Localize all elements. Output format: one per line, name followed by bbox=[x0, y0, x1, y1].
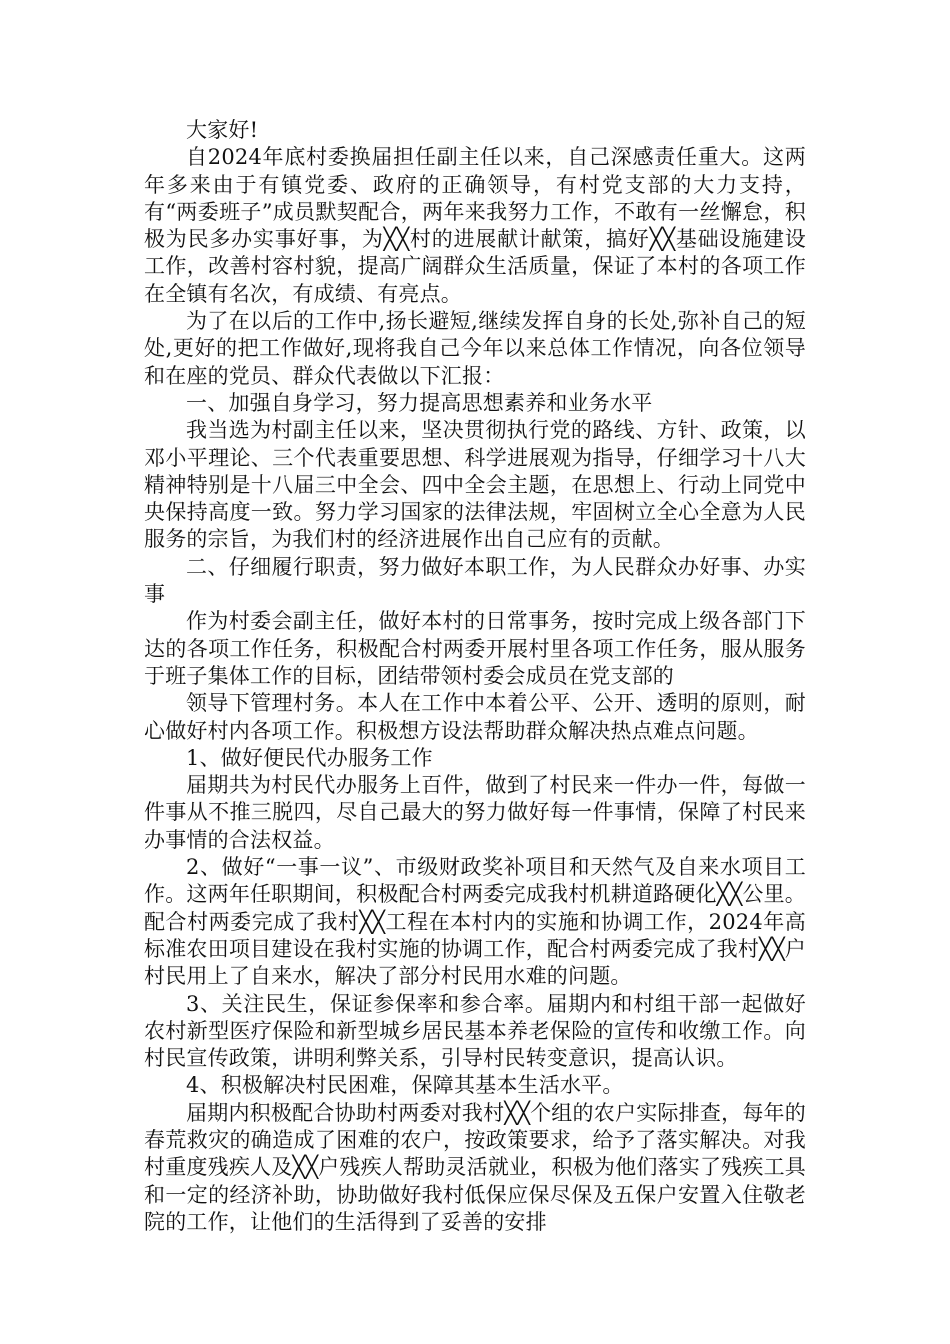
paragraph: 领导下管理村务。本人在工作中本着公平、公开、透明的原则，耐心做好村内各项工作。积极想方设法帮助群众解决热点难点问题。 bbox=[144, 691, 806, 743]
paragraph: 2、做好“一事一议”、市级财政奖补项目和天然气及自来水项目工作。这两年任职期间，积极配合村两委完成我村机耕道路硬化╳╳公里。配合村两委完成了我村╳╳工程在本村内的实施和协调工作，2024年高标准农田项目建设在我村实施的协调工作，配合村两委完成了我村╳╳户村民用上了自来水，解决了部分村民用水难的问题。 bbox=[144, 855, 806, 989]
paragraph: 作为村委会副主任，做好本村的日常事务，按时完成上级各部门下达的各项工作任务，积极配合村两委开展村里各项工作任务，服从服务于班子集体工作的目标，团结带领村委会成员在党支部的 bbox=[144, 609, 806, 688]
paragraph: 我当选为村副主任以来，坚决贯彻执行党的路线、方针、政策，以邓小平理论、三个代表重要思想、科学进展观为指导，仔细学习十八大精神特别是十八届三中全会、四中全会主题，在思想上、行动上同党中央保持高度一致。努力学习国家的法律法规，牢固树立全心全意为人民服务的宗旨，为我们村的经济进展作出自己应有的贡献。 bbox=[144, 418, 806, 552]
section-heading: 二、仔细履行职责，努力做好本职工作，为人民群众办好事、办实事 bbox=[144, 554, 806, 607]
greeting: 大家好! bbox=[186, 118, 259, 142]
document-body bbox=[144, 117, 806, 1236]
paragraph: 为了在以后的工作中,扬长避短,继续发挥自身的长处,弥补自己的短处,更好的把工作做好,现将我自己今年以来总体工作情况，向各位领导和在座的党员、群众代表做以下汇报： bbox=[144, 309, 806, 388]
paragraph: 自2024年底村委换届担任副主任以来，自己深感责任重大。这两年多来由于有镇党委、政府的正确领导，有村党支部的大力支持，有“两委班子”成员默契配合，两年来我努力工作，不敢有一丝懈怠，积极为民多办实事好事，为╳╳村的进展献计献策，搞好╳╳基础设施建设工作，改善村容村貌，提高广阔群众生活质量，保证了本村的各项工作在全镇有名次，有成绩、有亮点。 bbox=[144, 145, 806, 306]
section-heading: 一、加强自身学习，努力提高思想素养和业务水平 bbox=[186, 390, 653, 415]
paragraph: 届期共为村民代办服务上百件，做到了村民来一件办一件，每做一件事从不推三脱四，尽自己最大的努力做好每一件事情，保障了村民来办事情的合法权益。 bbox=[144, 773, 806, 852]
paragraph: 3、关注民生，保证参保率和参合率。届期内和村组干部一起做好农村新型医疗保险和新型城乡居民基本养老保险的宣传和收缴工作。向村民宣传政策，讲明利弊关系，引导村民转变意识，提高认识。 bbox=[144, 991, 806, 1071]
subsection-heading: 1、做好便民代办服务工作 bbox=[186, 745, 433, 770]
paragraph: 届期内积极配合协助村两委对我村╳╳个组的农户实际排查，每年的春荒救灾的确造成了困难的农户，按政策要求，给予了落实解决。对我村重度残疾人及╳╳户残疾人帮助灵活就业，积极为他们落实了残疾工具和一定的经济补助，协助做好我村低保应保尽保及五保户安置入住敬老院的工作，让他们的生活得到了妥善的安排 bbox=[144, 1100, 806, 1234]
subsection-heading: 4、积极解决村民困难，保障其基本生活水平。 bbox=[186, 1073, 624, 1098]
